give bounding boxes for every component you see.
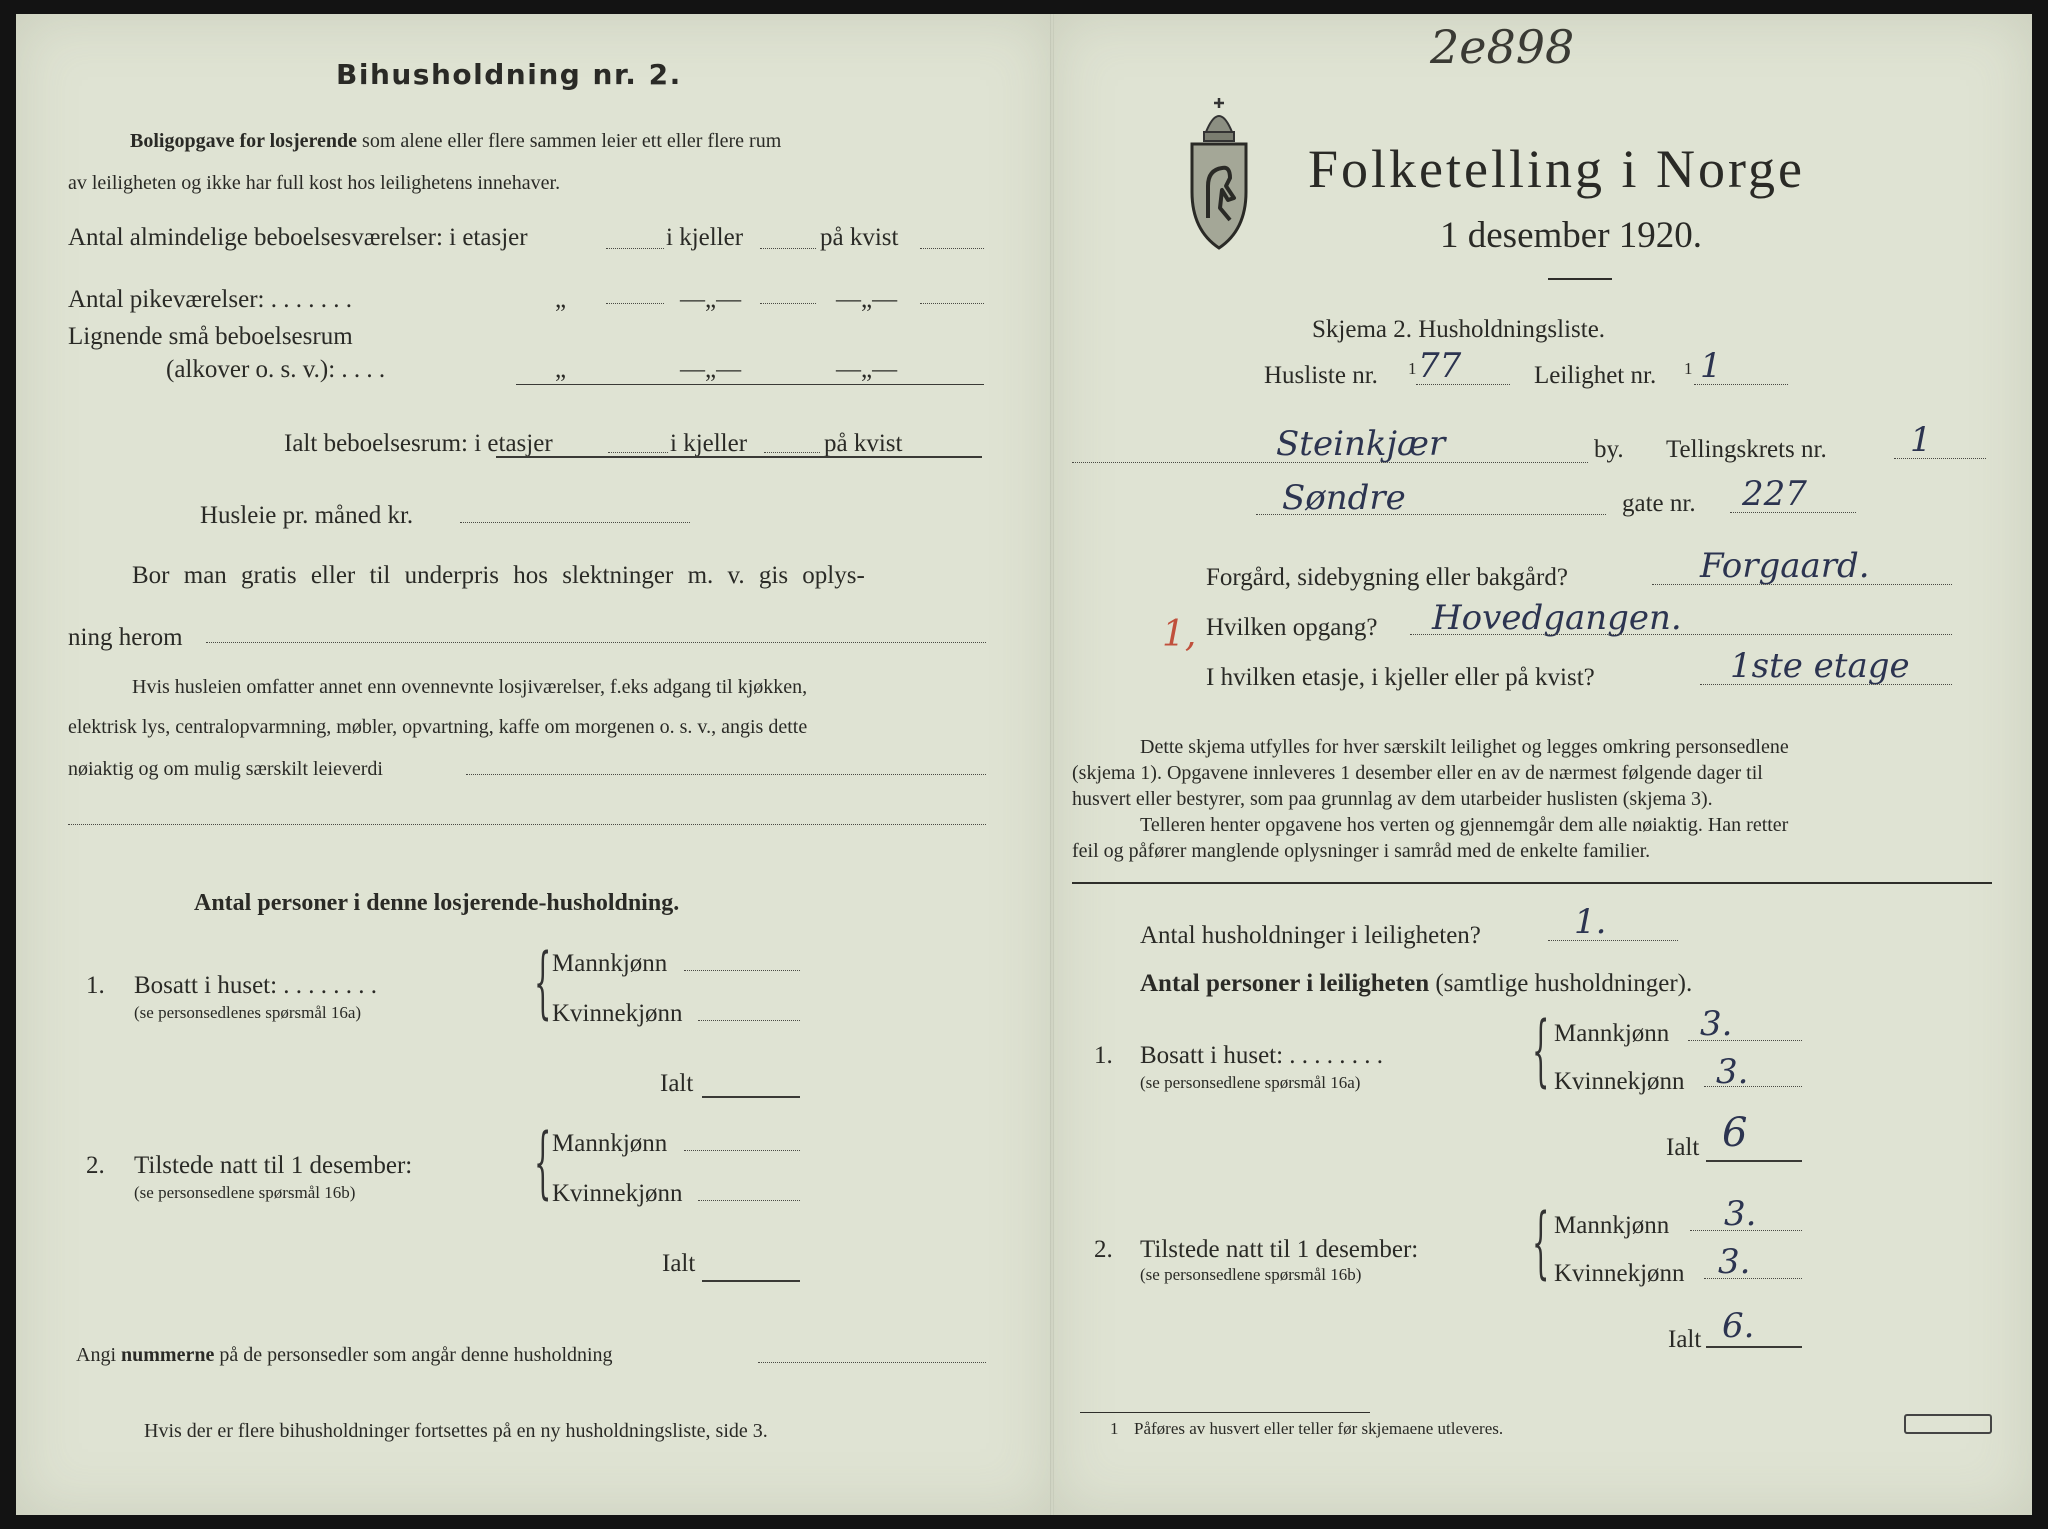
angi-bold: nummerne	[121, 1344, 215, 1366]
gratis-line-1: Bor man gratis eller til underpris hos slektninger m. v. gis oplys-	[132, 562, 865, 589]
rooms-etasjer-field[interactable]	[606, 248, 664, 249]
right-item2-num: 2.	[1094, 1236, 1113, 1263]
gate-nr-field[interactable]	[1730, 512, 1856, 513]
rooms-kjeller-label: i kjeller	[666, 224, 744, 251]
etasje-field[interactable]	[1700, 684, 1952, 685]
by-label: by.	[1594, 436, 1624, 463]
gate-field[interactable]	[1256, 514, 1606, 515]
page-fold	[1050, 14, 1054, 1515]
right-item2-kvinne-value: 3.	[1718, 1242, 1751, 1282]
intro-bold: Boligopgave for losjerende	[130, 130, 358, 152]
husliste-value: 77	[1418, 346, 1462, 386]
hvis-field[interactable]	[466, 774, 986, 775]
persons-rest: (samtlige husholdninger).	[1435, 970, 1693, 997]
forgard-field[interactable]	[1652, 584, 1952, 585]
krets-label: Tellingskrets nr.	[1666, 436, 1827, 463]
intro-line-2: av leiligheten og ikke har full kost hos leilighetens innehaver.	[68, 172, 561, 194]
right-item2-kvinne-field[interactable]	[1704, 1278, 1802, 1279]
left-item1-kvinne-field[interactable]	[698, 1020, 800, 1021]
coat-of-arms-icon	[1186, 96, 1252, 252]
printer-mark-icon	[1904, 1414, 1992, 1434]
right-item1-brace: {	[1532, 1006, 1550, 1096]
left-item2-num: 2.	[86, 1152, 105, 1179]
left-item2-mann-label: Mannkjønn	[552, 1130, 668, 1157]
pike-kjeller-field[interactable]	[760, 303, 816, 304]
left-item2-kvinne-field[interactable]	[698, 1200, 800, 1201]
etasje-value: 1ste etage	[1730, 646, 1910, 686]
census-date: 1 desember 1920.	[1440, 215, 1703, 256]
title-divider	[1548, 278, 1612, 280]
pike-ditto: „	[555, 286, 567, 313]
hvis-field-2[interactable]	[68, 824, 986, 825]
rooms-kvist-label: på kvist	[820, 224, 899, 251]
lignende-line-2: (alkover o. s. v.): . . . .	[166, 356, 386, 383]
schema-label: Skjema 2. Husholdningsliste.	[1312, 316, 1606, 343]
rooms-label: Antal almindelige beboelsesværelser: i etasjer	[68, 224, 528, 251]
lignende-underline	[516, 384, 984, 385]
ialt-etasjer-field[interactable]	[608, 452, 668, 453]
leilighet-label: Leilighet nr.	[1534, 362, 1657, 389]
left-item1-brace: {	[534, 938, 552, 1028]
left-item1-label: Bosatt i huset: . . . . . . . .	[134, 972, 378, 999]
husholdninger-value: 1.	[1574, 902, 1607, 942]
info-line-4: Telleren henter opgavene hos verten og gjennemgår dem alle nøiaktig. Han retter	[1140, 814, 1789, 836]
right-item1-ialt-value: 6	[1722, 1110, 1748, 1156]
angi-pre: Angi	[76, 1344, 116, 1366]
right-item2-label: Tilstede natt til 1 desember:	[1140, 1236, 1419, 1263]
right-item2-mann-label: Mannkjønn	[1554, 1212, 1670, 1239]
opgang-label: Hvilken opgang?	[1206, 614, 1378, 641]
by-field[interactable]	[1072, 462, 1588, 463]
left-persons-heading: Antal personer i denne losjerende-husholdning.	[194, 890, 680, 916]
left-item2-brace: {	[534, 1118, 552, 1208]
right-item2-kvinne-label: Kvinnekjønn	[1554, 1260, 1685, 1287]
left-item1-mann-field[interactable]	[684, 970, 800, 971]
gate-value: Søndre	[1282, 478, 1406, 518]
ialt-rooms-label: Ialt beboelsesrum: i etasjer	[284, 430, 553, 457]
right-item1-label: Bosatt i huset: . . . . . . . .	[1140, 1042, 1384, 1069]
red-pencil-mark: 1,	[1162, 614, 1197, 655]
left-title: Bihusholdning nr. 2.	[336, 58, 682, 91]
left-item2-kvinne-label: Kvinnekjønn	[552, 1180, 683, 1207]
husliste-field[interactable]	[1416, 384, 1510, 385]
left-item1-sub: (se personsedlenes spørsmål 16a)	[134, 1003, 362, 1022]
right-item2-mann-value: 3.	[1724, 1194, 1757, 1234]
hvis-line-2: elektrisk lys, centralopvarmning, møbler, opvartning, kaffe om morgenen o. s. v., angis dette	[68, 716, 808, 738]
right-item1-kvinne-field[interactable]	[1704, 1086, 1802, 1087]
leilighet-field[interactable]	[1694, 384, 1788, 385]
husholdninger-field[interactable]	[1548, 940, 1678, 941]
left-footer: Hvis der er flere bihusholdninger fortsettes på en ny husholdningsliste, side 3.	[144, 1420, 768, 1442]
pike-kvist-field[interactable]	[920, 303, 984, 304]
left-item2-ialt-field[interactable]	[702, 1280, 800, 1282]
angi-rest: på de personsedler som angår denne husholdning	[219, 1344, 613, 1366]
leilighet-footnote-mark: 1	[1684, 359, 1693, 378]
right-item1-kvinne-label: Kvinnekjønn	[1554, 1068, 1685, 1095]
left-item2-label: Tilstede natt til 1 desember:	[134, 1152, 413, 1179]
lignende-ditto-3: —„—	[836, 356, 898, 383]
hvis-line-3: nøiaktig og om mulig særskilt leieverdi	[68, 758, 383, 780]
hvis-line-1: Hvis husleien omfatter annet enn ovennevnte losjiværelser, f.eks adgang til kjøkken,	[132, 676, 808, 698]
lignende-ditto: „	[555, 356, 567, 383]
husleie-label: Husleie pr. måned kr.	[200, 502, 414, 529]
intro-line-1	[130, 130, 781, 152]
right-item2-brace: {	[1532, 1198, 1550, 1288]
footnote-rule	[1080, 1412, 1370, 1413]
info-line-2: (skjema 1). Opgavene innleveres 1 desember eller en av de nærmest følgende dager til	[1072, 762, 1763, 784]
pike-ditto-2: —„—	[680, 286, 742, 313]
gratis-line-2: ning herom	[68, 624, 183, 651]
right-item1-kvinne-value: 3.	[1716, 1052, 1749, 1092]
info-line-3: husvert eller bestyrer, som paa grunnlag av dem utarbeider huslisten (skjema 3).	[1072, 788, 1713, 810]
persons-bold: Antal personer i leiligheten	[1140, 970, 1430, 997]
ialt-kvist-label: på kvist	[824, 430, 903, 457]
ialt-rooms-underline	[496, 456, 982, 458]
husliste-footnote-mark: 1	[1408, 359, 1417, 378]
right-item1-ialt-field[interactable]	[1706, 1160, 1802, 1162]
left-item2-mann-field[interactable]	[684, 1150, 800, 1151]
right-item1-sub: (se personsedlene spørsmål 16a)	[1140, 1073, 1361, 1092]
krets-value: 1	[1910, 420, 1932, 460]
forgard-label: Forgård, sidebygning eller bakgård?	[1206, 564, 1568, 591]
archive-number: 2e898	[1430, 20, 1575, 74]
pike-etasjer-field[interactable]	[606, 303, 664, 304]
right-item2-ialt-value: 6.	[1722, 1306, 1755, 1346]
left-item2-sub: (se personsedlene spørsmål 16b)	[134, 1183, 356, 1202]
left-item1-mann-label: Mannkjønn	[552, 950, 668, 977]
angi-line	[76, 1344, 613, 1366]
gate-label: gate nr.	[1622, 490, 1696, 517]
right-item1-mann-value: 3.	[1700, 1004, 1733, 1044]
lignende-ditto-2: —„—	[680, 356, 742, 383]
right-title: Folketelling i Norge	[1308, 139, 1805, 199]
right-footnote: Påføres av husvert eller teller før skjemaene utleveres.	[1134, 1419, 1504, 1438]
ialt-kjeller-field[interactable]	[764, 452, 820, 453]
right-item2-sub: (se personsedlene spørsmål 16b)	[1140, 1265, 1362, 1284]
opgang-field[interactable]	[1410, 634, 1952, 635]
forgard-value: Forgaard.	[1700, 546, 1870, 586]
opgang-value: Hovedgangen.	[1432, 598, 1682, 638]
pike-ditto-3: —„—	[836, 286, 898, 313]
right-item2-ialt-field[interactable]	[1706, 1346, 1802, 1348]
leilighet-value: 1	[1700, 346, 1722, 386]
rooms-kjeller-field[interactable]	[760, 248, 816, 249]
right-item1-num: 1.	[1094, 1042, 1113, 1069]
angi-field[interactable]	[758, 1362, 986, 1363]
left-item1-num: 1.	[86, 972, 105, 999]
left-item1-ialt-field[interactable]	[702, 1096, 800, 1098]
right-item1-mann-label: Mannkjønn	[1554, 1020, 1670, 1047]
info-line-5: feil og påfører manglende oplysninger i samråd med de enkelte familier.	[1072, 840, 1651, 862]
gate-nr-value: 227	[1742, 474, 1807, 514]
footnote-mark: 1	[1110, 1419, 1119, 1438]
husleie-field[interactable]	[460, 522, 690, 523]
right-item2-mann-field[interactable]	[1690, 1230, 1802, 1231]
intro-rest-1: som alene eller flere sammen leier ett eller flere rum	[362, 130, 782, 152]
section-divider	[1072, 882, 1992, 884]
husholdninger-label: Antal husholdninger i leiligheten?	[1140, 922, 1481, 949]
right-item1-ialt-label: Ialt	[1666, 1134, 1700, 1161]
rooms-kvist-field[interactable]	[920, 248, 984, 249]
pike-label: Antal pikeværelser: . . . . . . .	[68, 286, 352, 313]
lignende-line-1: Lignende små beboelsesrum	[68, 323, 353, 350]
right-item1-mann-field[interactable]	[1688, 1040, 1802, 1041]
right-item2-ialt-label: Ialt	[1668, 1326, 1702, 1353]
krets-field[interactable]	[1894, 458, 1986, 459]
husliste-label: Husliste nr.	[1264, 362, 1378, 389]
right-persons-heading	[1140, 970, 1692, 998]
ialt-kjeller-label: i kjeller	[670, 430, 748, 457]
info-line-1: Dette skjema utfylles for hver særskilt leilighet og legges omkring personsedlene	[1140, 736, 1789, 758]
left-item2-ialt-label: Ialt	[662, 1250, 696, 1277]
left-item1-kvinne-label: Kvinnekjønn	[552, 1000, 683, 1027]
by-value: Steinkjær	[1276, 424, 1446, 464]
gratis-field[interactable]	[206, 642, 986, 643]
left-item1-ialt-label: Ialt	[660, 1070, 694, 1097]
etasje-label: I hvilken etasje, i kjeller eller på kvist?	[1206, 664, 1595, 691]
